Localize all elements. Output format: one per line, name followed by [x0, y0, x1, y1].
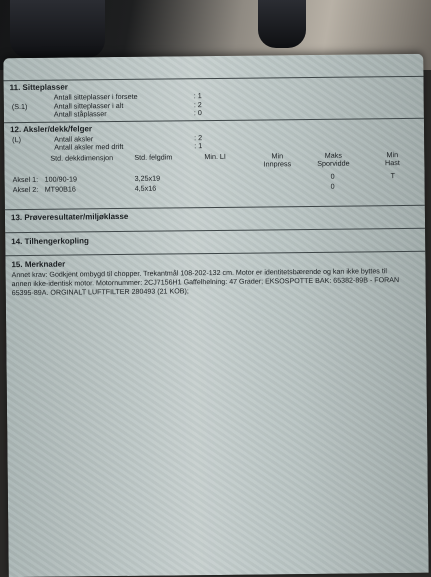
section-title: 11. Sitteplasser: [9, 82, 68, 93]
field-code: (S.1): [11, 101, 28, 111]
field-value: : 1: [193, 91, 202, 101]
column-header: [314, 151, 352, 167]
field-value: : 1: [194, 141, 203, 151]
column-header-line: Min: [271, 150, 284, 160]
field-value: : 2: [193, 99, 202, 109]
column-header: Std. dekkdimensjon: [50, 152, 114, 163]
column-header-line: Innpress: [263, 158, 292, 168]
axle-track: 0: [330, 171, 335, 181]
field-label: Antall aksler: [54, 133, 94, 144]
column-header: [262, 152, 292, 168]
section-remarks: [5, 250, 425, 299]
field-label: Antall sitteplasser i alt: [53, 100, 124, 111]
section-title: 13. Prøveresultater/miljøklasse: [10, 211, 129, 222]
registration-document: [3, 54, 428, 577]
column-header-line: Maks: [324, 150, 342, 160]
section-axles: [4, 117, 425, 204]
document-sheet: [4, 76, 426, 300]
axle-track: 0: [330, 181, 335, 191]
section-towbar: [5, 227, 425, 250]
section-title: 15. Merknader: [11, 259, 66, 269]
axle-name: Aksel 1:: [12, 174, 39, 184]
chair-leg: [258, 0, 306, 48]
axle-tire-dim: 100/90-19: [44, 173, 77, 184]
section-title: 12. Aksler/dekk/felger: [9, 123, 93, 134]
axle-rim-dim: 3,25x19: [134, 173, 161, 183]
field-value: : 2: [194, 132, 203, 142]
field-label: Antall sitteplasser i forsete: [53, 91, 138, 102]
column-header-line: Hast: [384, 157, 400, 167]
column-header: Std. felgdim: [134, 151, 173, 162]
field-label: Antall ståplasser: [53, 109, 107, 119]
column-header-line: Min: [386, 149, 399, 159]
column-header: Min. LI: [204, 151, 226, 161]
axle-rim-dim: 4,5x16: [134, 183, 157, 193]
section-seats: [4, 76, 424, 122]
column-header-line: Sporvidde: [317, 158, 350, 168]
field-label: Antall aksler med drift: [54, 141, 124, 152]
axle-name: Aksel 2:: [12, 184, 39, 194]
column-header: [382, 151, 402, 167]
axle-speed: T: [390, 170, 395, 180]
remarks-text: Annet krav: Godkjent ombygd til chopper. Trekantmål 108-202-132 cm. Motor er identitetsbærende og kan ikke byttes til annen ikke-identisk motor. Motornummer: 2CJ7156H1 Gaffelhelning: 47 Grader; EKSOSPOTTE BAK: 65382-89B - FORAN 65395-89A. ORGINALT LUFTFILTER 280493 (21 KOB);: [11, 266, 400, 297]
axle-tire-dim: MT90B16: [44, 183, 76, 194]
field-value: : 0: [193, 108, 202, 118]
chair-leg: [10, 0, 105, 58]
field-code: (L): [12, 134, 21, 144]
section-test-results: [5, 204, 425, 226]
section-title: 14. Tilhengerkopling: [11, 235, 89, 246]
